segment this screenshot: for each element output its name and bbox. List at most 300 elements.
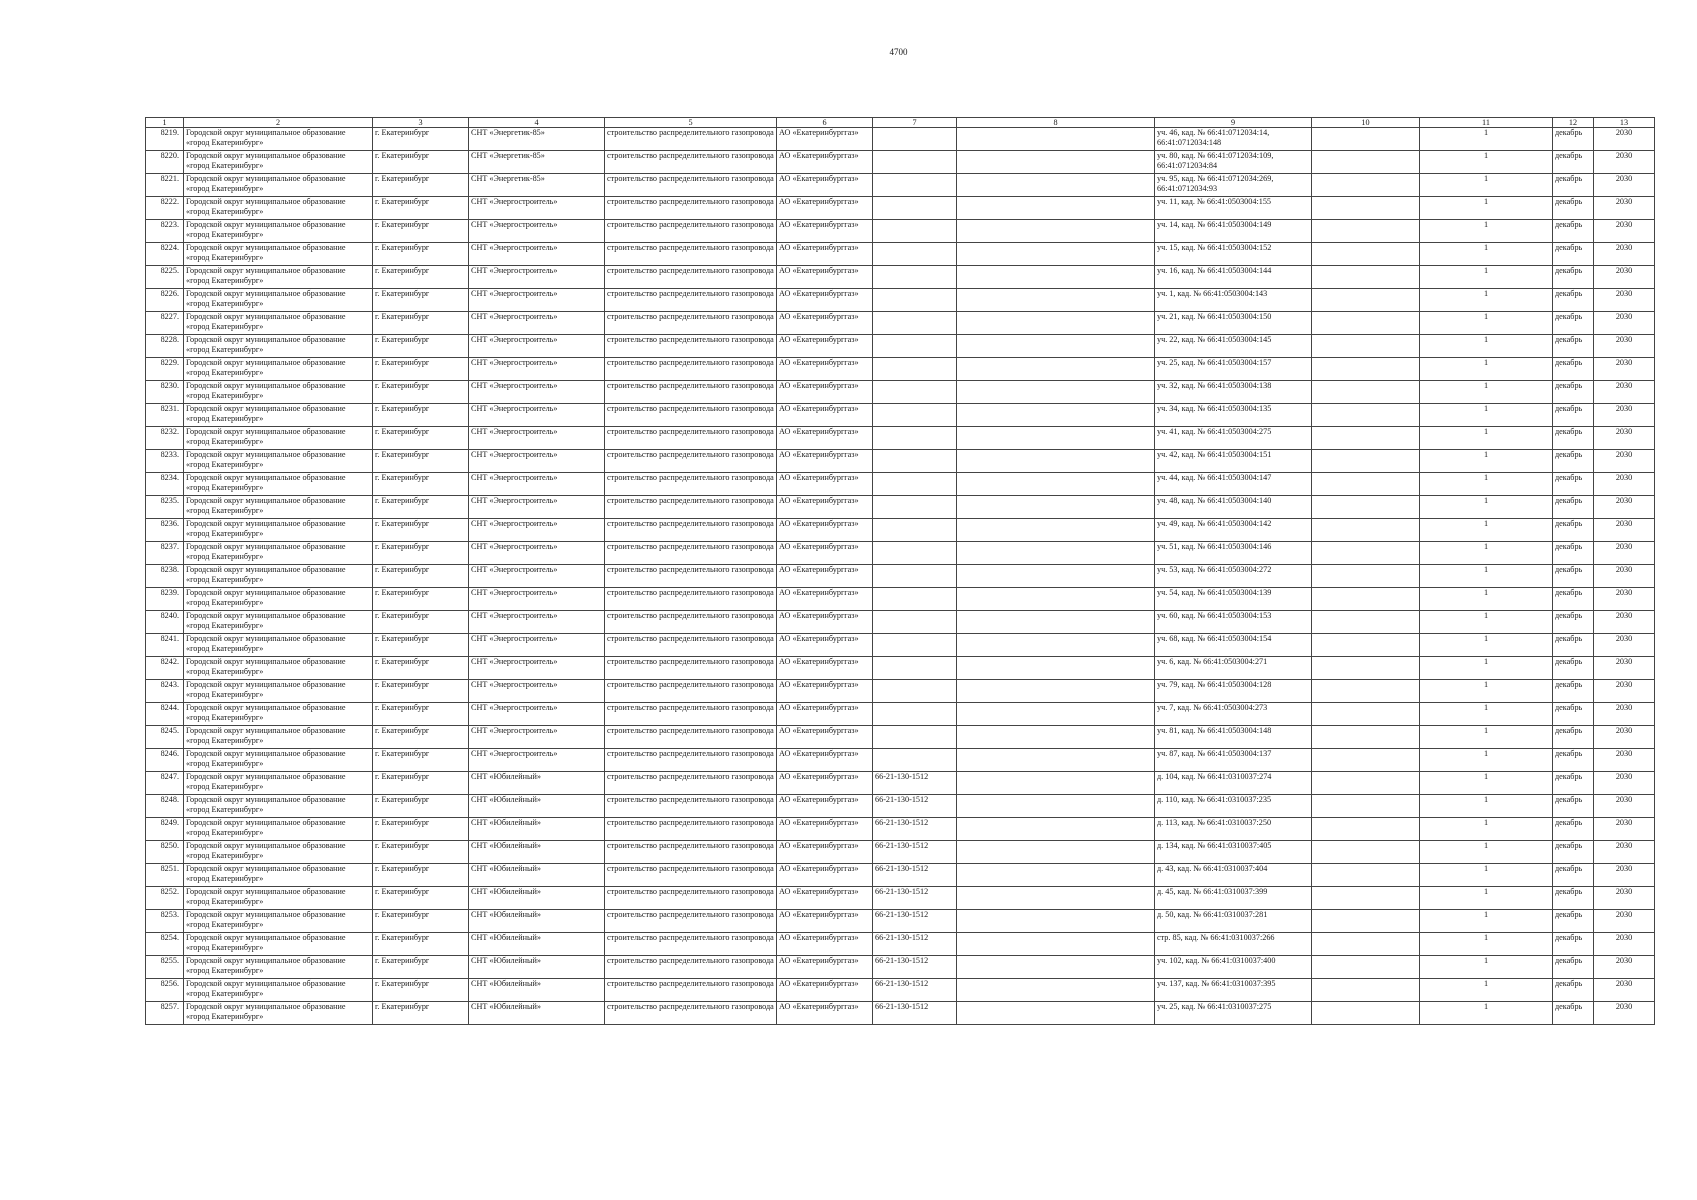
code-cell: 66-21-130-1512 <box>873 841 957 864</box>
work-type-cell: строительство распределительного газопровода <box>605 565 777 588</box>
column-header: 2 <box>184 118 373 128</box>
empty-cell <box>957 266 1155 289</box>
work-type-cell: строительство распределительного газопровода <box>605 151 777 174</box>
column-header: 10 <box>1312 118 1420 128</box>
row-number: 8230. <box>146 381 184 404</box>
row-number: 8250. <box>146 841 184 864</box>
table-row <box>146 404 1655 427</box>
code-cell <box>873 289 957 312</box>
empty-cell <box>957 1002 1155 1025</box>
table-row <box>146 1002 1655 1025</box>
address-cell: уч. 137, кад. № 66:41:0310037:395 <box>1155 979 1312 1002</box>
municipality-cell: Городской округ муниципальное образование «город Екатеринбург» <box>184 266 373 289</box>
empty-cell <box>957 335 1155 358</box>
municipality-cell: Городской округ муниципальное образование «город Екатеринбург» <box>184 220 373 243</box>
month-cell: декабрь <box>1553 887 1594 910</box>
count-cell: 1 <box>1420 1002 1553 1025</box>
address-cell: уч. 7, кад. № 66:41:0503004:273 <box>1155 703 1312 726</box>
municipality-cell: Городской округ муниципальное образование «город Екатеринбург» <box>184 519 373 542</box>
count-cell: 1 <box>1420 289 1553 312</box>
organization-cell: АО «Екатеринбурггаз» <box>777 243 873 266</box>
table-row <box>146 864 1655 887</box>
city-cell: г. Екатеринбург <box>373 496 469 519</box>
year-cell: 2030 <box>1594 680 1655 703</box>
empty-cell <box>1312 749 1420 772</box>
empty-cell <box>957 795 1155 818</box>
empty-cell <box>1312 933 1420 956</box>
empty-cell <box>1312 772 1420 795</box>
count-cell: 1 <box>1420 795 1553 818</box>
year-cell: 2030 <box>1594 496 1655 519</box>
year-cell: 2030 <box>1594 933 1655 956</box>
empty-cell <box>1312 197 1420 220</box>
year-cell: 2030 <box>1594 220 1655 243</box>
table-row <box>146 542 1655 565</box>
empty-cell <box>957 289 1155 312</box>
table-row <box>146 450 1655 473</box>
city-cell: г. Екатеринбург <box>373 657 469 680</box>
count-cell: 1 <box>1420 887 1553 910</box>
empty-cell <box>1312 243 1420 266</box>
work-type-cell: строительство распределительного газопровода <box>605 680 777 703</box>
month-cell: декабрь <box>1553 312 1594 335</box>
row-number: 8234. <box>146 473 184 496</box>
column-header: 8 <box>957 118 1155 128</box>
settlement-cell: СНТ «Энергостроитель» <box>469 726 605 749</box>
municipality-cell: Городской округ муниципальное образование «город Екатеринбург» <box>184 749 373 772</box>
code-cell: 66-21-130-1512 <box>873 887 957 910</box>
empty-cell <box>1312 611 1420 634</box>
row-number: 8254. <box>146 933 184 956</box>
year-cell: 2030 <box>1594 151 1655 174</box>
address-cell: уч. 25, кад. № 66:41:0310037:275 <box>1155 1002 1312 1025</box>
table-row <box>146 841 1655 864</box>
year-cell: 2030 <box>1594 197 1655 220</box>
empty-cell <box>1312 289 1420 312</box>
column-header: 11 <box>1420 118 1553 128</box>
table-row <box>146 358 1655 381</box>
year-cell: 2030 <box>1594 427 1655 450</box>
empty-cell <box>957 887 1155 910</box>
month-cell: декабрь <box>1553 243 1594 266</box>
address-cell: уч. 46, кад. № 66:41:0712034:14, 66:41:0712034:148 <box>1155 128 1312 151</box>
table-row <box>146 772 1655 795</box>
code-cell: 66-21-130-1512 <box>873 818 957 841</box>
table-row <box>146 703 1655 726</box>
row-number: 8245. <box>146 726 184 749</box>
work-type-cell: строительство распределительного газопровода <box>605 795 777 818</box>
settlement-cell: СНТ «Энергостроитель» <box>469 588 605 611</box>
city-cell: г. Екатеринбург <box>373 1002 469 1025</box>
address-cell: уч. 54, кад. № 66:41:0503004:139 <box>1155 588 1312 611</box>
work-type-cell: строительство распределительного газопровода <box>605 657 777 680</box>
organization-cell: АО «Екатеринбурггаз» <box>777 1002 873 1025</box>
city-cell: г. Екатеринбург <box>373 197 469 220</box>
empty-cell <box>1312 588 1420 611</box>
year-cell: 2030 <box>1594 818 1655 841</box>
month-cell: декабрь <box>1553 427 1594 450</box>
organization-cell: АО «Екатеринбурггаз» <box>777 680 873 703</box>
municipality-cell: Городской округ муниципальное образование «город Екатеринбург» <box>184 542 373 565</box>
code-cell: 66-21-130-1512 <box>873 795 957 818</box>
address-cell: уч. 95, кад. № 66:41:0712034:269, 66:41:0712034:93 <box>1155 174 1312 197</box>
municipality-cell: Городской округ муниципальное образование «город Екатеринбург» <box>184 818 373 841</box>
work-type-cell: строительство распределительного газопровода <box>605 335 777 358</box>
row-number: 8222. <box>146 197 184 220</box>
table-row <box>146 565 1655 588</box>
empty-cell <box>957 680 1155 703</box>
municipality-cell: Городской округ муниципальное образование «город Екатеринбург» <box>184 841 373 864</box>
empty-cell <box>1312 542 1420 565</box>
empty-cell <box>1312 565 1420 588</box>
table-row <box>146 243 1655 266</box>
month-cell: декабрь <box>1553 611 1594 634</box>
year-cell: 2030 <box>1594 979 1655 1002</box>
month-cell: декабрь <box>1553 772 1594 795</box>
empty-cell <box>957 220 1155 243</box>
code-cell: 66-21-130-1512 <box>873 910 957 933</box>
table-row <box>146 335 1655 358</box>
row-number: 8220. <box>146 151 184 174</box>
column-header: 1 <box>146 118 184 128</box>
table-row <box>146 634 1655 657</box>
city-cell: г. Екатеринбург <box>373 358 469 381</box>
empty-cell <box>1312 657 1420 680</box>
city-cell: г. Екатеринбург <box>373 726 469 749</box>
count-cell: 1 <box>1420 151 1553 174</box>
work-type-cell: строительство распределительного газопровода <box>605 588 777 611</box>
month-cell: декабрь <box>1553 933 1594 956</box>
settlement-cell: СНТ «Энергостроитель» <box>469 519 605 542</box>
organization-cell: АО «Екатеринбурггаз» <box>777 450 873 473</box>
count-cell: 1 <box>1420 979 1553 1002</box>
work-type-cell: строительство распределительного газопровода <box>605 611 777 634</box>
month-cell: декабрь <box>1553 841 1594 864</box>
empty-cell <box>957 381 1155 404</box>
count-cell: 1 <box>1420 519 1553 542</box>
settlement-cell: СНТ «Юбилейный» <box>469 887 605 910</box>
settlement-cell: СНТ «Юбилейный» <box>469 956 605 979</box>
table-row <box>146 381 1655 404</box>
city-cell: г. Екатеринбург <box>373 381 469 404</box>
column-header: 7 <box>873 118 957 128</box>
organization-cell: АО «Екатеринбурггаз» <box>777 611 873 634</box>
count-cell: 1 <box>1420 588 1553 611</box>
organization-cell: АО «Екатеринбурггаз» <box>777 381 873 404</box>
empty-cell <box>1312 174 1420 197</box>
count-cell: 1 <box>1420 864 1553 887</box>
address-cell: уч. 15, кад. № 66:41:0503004:152 <box>1155 243 1312 266</box>
settlement-cell: СНТ «Энергетик-85» <box>469 128 605 151</box>
empty-cell <box>957 128 1155 151</box>
settlement-cell: СНТ «Энергостроитель» <box>469 473 605 496</box>
municipality-cell: Городской округ муниципальное образование «город Екатеринбург» <box>184 404 373 427</box>
table-row <box>146 588 1655 611</box>
municipality-cell: Городской округ муниципальное образование «город Екатеринбург» <box>184 657 373 680</box>
work-type-cell: строительство распределительного газопровода <box>605 197 777 220</box>
empty-cell <box>1312 312 1420 335</box>
address-cell: уч. 6, кад. № 66:41:0503004:271 <box>1155 657 1312 680</box>
row-number: 8238. <box>146 565 184 588</box>
code-cell <box>873 220 957 243</box>
organization-cell: АО «Екатеринбурггаз» <box>777 703 873 726</box>
municipality-cell: Городской округ муниципальное образование «город Екатеринбург» <box>184 1002 373 1025</box>
city-cell: г. Екатеринбург <box>373 243 469 266</box>
code-cell <box>873 565 957 588</box>
work-type-cell: строительство распределительного газопровода <box>605 450 777 473</box>
municipality-cell: Городской округ муниципальное образование «город Екатеринбург» <box>184 956 373 979</box>
column-header: 4 <box>469 118 605 128</box>
city-cell: г. Екатеринбург <box>373 450 469 473</box>
count-cell: 1 <box>1420 818 1553 841</box>
row-number: 8229. <box>146 358 184 381</box>
settlement-cell: СНТ «Энергетик-85» <box>469 151 605 174</box>
count-cell: 1 <box>1420 910 1553 933</box>
month-cell: декабрь <box>1553 634 1594 657</box>
address-cell: уч. 34, кад. № 66:41:0503004:135 <box>1155 404 1312 427</box>
settlement-cell: СНТ «Энергостроитель» <box>469 450 605 473</box>
address-cell: уч. 42, кад. № 66:41:0503004:151 <box>1155 450 1312 473</box>
table-row <box>146 657 1655 680</box>
empty-cell <box>1312 266 1420 289</box>
settlement-cell: СНТ «Энергостроитель» <box>469 680 605 703</box>
municipality-cell: Городской округ муниципальное образование «город Екатеринбург» <box>184 197 373 220</box>
settlement-cell: СНТ «Энергостроитель» <box>469 496 605 519</box>
settlement-cell: СНТ «Энергостроитель» <box>469 312 605 335</box>
municipality-cell: Городской округ муниципальное образование «город Екатеринбург» <box>184 933 373 956</box>
code-cell <box>873 404 957 427</box>
year-cell: 2030 <box>1594 795 1655 818</box>
municipality-cell: Городской округ муниципальное образование «город Екатеринбург» <box>184 703 373 726</box>
empty-cell <box>957 657 1155 680</box>
organization-cell: АО «Екатеринбурггаз» <box>777 197 873 220</box>
year-cell: 2030 <box>1594 864 1655 887</box>
year-cell: 2030 <box>1594 358 1655 381</box>
year-cell: 2030 <box>1594 542 1655 565</box>
work-type-cell: строительство распределительного газопровода <box>605 266 777 289</box>
work-type-cell: строительство распределительного газопровода <box>605 519 777 542</box>
month-cell: декабрь <box>1553 473 1594 496</box>
city-cell: г. Екатеринбург <box>373 933 469 956</box>
month-cell: декабрь <box>1553 174 1594 197</box>
year-cell: 2030 <box>1594 450 1655 473</box>
city-cell: г. Екатеринбург <box>373 335 469 358</box>
code-cell <box>873 427 957 450</box>
year-cell: 2030 <box>1594 1002 1655 1025</box>
count-cell: 1 <box>1420 450 1553 473</box>
count-cell: 1 <box>1420 266 1553 289</box>
count-cell: 1 <box>1420 933 1553 956</box>
empty-cell <box>1312 151 1420 174</box>
empty-cell <box>1312 358 1420 381</box>
month-cell: декабрь <box>1553 220 1594 243</box>
year-cell: 2030 <box>1594 289 1655 312</box>
city-cell: г. Екатеринбург <box>373 703 469 726</box>
address-cell: уч. 81, кад. № 66:41:0503004:148 <box>1155 726 1312 749</box>
code-cell <box>873 496 957 519</box>
table-row <box>146 795 1655 818</box>
organization-cell: АО «Екатеринбурггаз» <box>777 657 873 680</box>
settlement-cell: СНТ «Юбилейный» <box>469 864 605 887</box>
city-cell: г. Екатеринбург <box>373 611 469 634</box>
address-cell: стр. 85, кад. № 66:41:0310037:266 <box>1155 933 1312 956</box>
column-header: 5 <box>605 118 777 128</box>
table-row <box>146 427 1655 450</box>
address-cell: д. 50, кад. № 66:41:0310037:281 <box>1155 910 1312 933</box>
organization-cell: АО «Екатеринбурггаз» <box>777 358 873 381</box>
code-cell <box>873 335 957 358</box>
row-number: 8246. <box>146 749 184 772</box>
row-number: 8233. <box>146 450 184 473</box>
month-cell: декабрь <box>1553 358 1594 381</box>
settlement-cell: СНТ «Юбилейный» <box>469 910 605 933</box>
work-type-cell: строительство распределительного газопровода <box>605 703 777 726</box>
count-cell: 1 <box>1420 197 1553 220</box>
municipality-cell: Городской округ муниципальное образование «город Екатеринбург» <box>184 795 373 818</box>
table-row <box>146 680 1655 703</box>
empty-cell <box>957 933 1155 956</box>
empty-cell <box>957 703 1155 726</box>
code-cell: 66-21-130-1512 <box>873 933 957 956</box>
empty-cell <box>957 726 1155 749</box>
empty-cell <box>957 197 1155 220</box>
month-cell: декабрь <box>1553 726 1594 749</box>
organization-cell: АО «Екатеринбурггаз» <box>777 220 873 243</box>
city-cell: г. Екатеринбург <box>373 266 469 289</box>
row-number: 8228. <box>146 335 184 358</box>
settlement-cell: СНТ «Энергостроитель» <box>469 220 605 243</box>
empty-cell <box>957 174 1155 197</box>
organization-cell: АО «Екатеринбурггаз» <box>777 565 873 588</box>
settlement-cell: СНТ «Энергостроитель» <box>469 358 605 381</box>
municipality-cell: Городской округ муниципальное образование «город Екатеринбург» <box>184 335 373 358</box>
city-cell: г. Екатеринбург <box>373 427 469 450</box>
address-cell: д. 45, кад. № 66:41:0310037:399 <box>1155 887 1312 910</box>
empty-cell <box>1312 703 1420 726</box>
table-row <box>146 312 1655 335</box>
row-number: 8239. <box>146 588 184 611</box>
count-cell: 1 <box>1420 312 1553 335</box>
table-row <box>146 726 1655 749</box>
empty-cell <box>957 519 1155 542</box>
municipality-cell: Городской округ муниципальное образование «город Екатеринбург» <box>184 887 373 910</box>
row-number: 8256. <box>146 979 184 1002</box>
work-type-cell: строительство распределительного газопровода <box>605 174 777 197</box>
year-cell: 2030 <box>1594 128 1655 151</box>
month-cell: декабрь <box>1553 749 1594 772</box>
empty-cell <box>957 841 1155 864</box>
column-header: 6 <box>777 118 873 128</box>
empty-cell <box>1312 864 1420 887</box>
city-cell: г. Екатеринбург <box>373 772 469 795</box>
month-cell: декабрь <box>1553 864 1594 887</box>
row-number: 8249. <box>146 818 184 841</box>
municipality-cell: Городской округ муниципальное образование «город Екатеринбург» <box>184 427 373 450</box>
row-number: 8237. <box>146 542 184 565</box>
settlement-cell: СНТ «Энергостроитель» <box>469 565 605 588</box>
address-cell: уч. 80, кад. № 66:41:0712034:109, 66:41:0712034:84 <box>1155 151 1312 174</box>
municipality-cell: Городской округ муниципальное образование «город Екатеринбург» <box>184 726 373 749</box>
year-cell: 2030 <box>1594 910 1655 933</box>
code-cell <box>873 151 957 174</box>
year-cell: 2030 <box>1594 266 1655 289</box>
settlement-cell: СНТ «Энергостроитель» <box>469 657 605 680</box>
address-cell: уч. 49, кад. № 66:41:0503004:142 <box>1155 519 1312 542</box>
municipality-cell: Городской округ муниципальное образование «город Екатеринбург» <box>184 588 373 611</box>
row-number: 8227. <box>146 312 184 335</box>
row-number: 8240. <box>146 611 184 634</box>
table-row <box>146 496 1655 519</box>
page-number: 4700 <box>889 47 908 57</box>
count-cell: 1 <box>1420 565 1553 588</box>
month-cell: декабрь <box>1553 197 1594 220</box>
organization-cell: АО «Екатеринбурггаз» <box>777 519 873 542</box>
work-type-cell: строительство распределительного газопровода <box>605 772 777 795</box>
month-cell: декабрь <box>1553 565 1594 588</box>
empty-cell <box>957 588 1155 611</box>
work-type-cell: строительство распределительного газопровода <box>605 933 777 956</box>
count-cell: 1 <box>1420 174 1553 197</box>
city-cell: г. Екатеринбург <box>373 312 469 335</box>
work-type-cell: строительство распределительного газопровода <box>605 749 777 772</box>
settlement-cell: СНТ «Энергостроитель» <box>469 634 605 657</box>
settlement-cell: СНТ «Юбилейный» <box>469 841 605 864</box>
organization-cell: АО «Екатеринбурггаз» <box>777 634 873 657</box>
settlement-cell: СНТ «Энергостроитель» <box>469 335 605 358</box>
month-cell: декабрь <box>1553 979 1594 1002</box>
year-cell: 2030 <box>1594 565 1655 588</box>
organization-cell: АО «Екатеринбурггаз» <box>777 818 873 841</box>
address-cell: уч. 21, кад. № 66:41:0503004:150 <box>1155 312 1312 335</box>
code-cell <box>873 450 957 473</box>
row-number: 8252. <box>146 887 184 910</box>
city-cell: г. Екатеринбург <box>373 634 469 657</box>
count-cell: 1 <box>1420 749 1553 772</box>
year-cell: 2030 <box>1594 887 1655 910</box>
count-cell: 1 <box>1420 220 1553 243</box>
municipality-cell: Городской округ муниципальное образование «город Екатеринбург» <box>184 312 373 335</box>
year-cell: 2030 <box>1594 404 1655 427</box>
count-cell: 1 <box>1420 611 1553 634</box>
work-type-cell: строительство распределительного газопровода <box>605 841 777 864</box>
row-number: 8225. <box>146 266 184 289</box>
code-cell <box>873 703 957 726</box>
empty-cell <box>1312 404 1420 427</box>
code-cell <box>873 634 957 657</box>
count-cell: 1 <box>1420 427 1553 450</box>
city-cell: г. Екатеринбург <box>373 542 469 565</box>
work-type-cell: строительство распределительного газопровода <box>605 910 777 933</box>
row-number: 8221. <box>146 174 184 197</box>
work-type-cell: строительство распределительного газопровода <box>605 128 777 151</box>
empty-cell <box>1312 335 1420 358</box>
settlement-cell: СНТ «Юбилейный» <box>469 979 605 1002</box>
empty-cell <box>1312 128 1420 151</box>
year-cell: 2030 <box>1594 519 1655 542</box>
work-type-cell: строительство распределительного газопровода <box>605 726 777 749</box>
row-number: 8232. <box>146 427 184 450</box>
municipality-cell: Городской округ муниципальное образование «город Екатеринбург» <box>184 565 373 588</box>
month-cell: декабрь <box>1553 404 1594 427</box>
code-cell <box>873 542 957 565</box>
address-cell: уч. 1, кад. № 66:41:0503004:143 <box>1155 289 1312 312</box>
count-cell: 1 <box>1420 128 1553 151</box>
address-cell: д. 43, кад. № 66:41:0310037:404 <box>1155 864 1312 887</box>
settlement-cell: СНТ «Энергостроитель» <box>469 266 605 289</box>
address-cell: уч. 44, кад. № 66:41:0503004:147 <box>1155 473 1312 496</box>
address-cell: уч. 11, кад. № 66:41:0503004:155 <box>1155 197 1312 220</box>
empty-cell <box>1312 381 1420 404</box>
